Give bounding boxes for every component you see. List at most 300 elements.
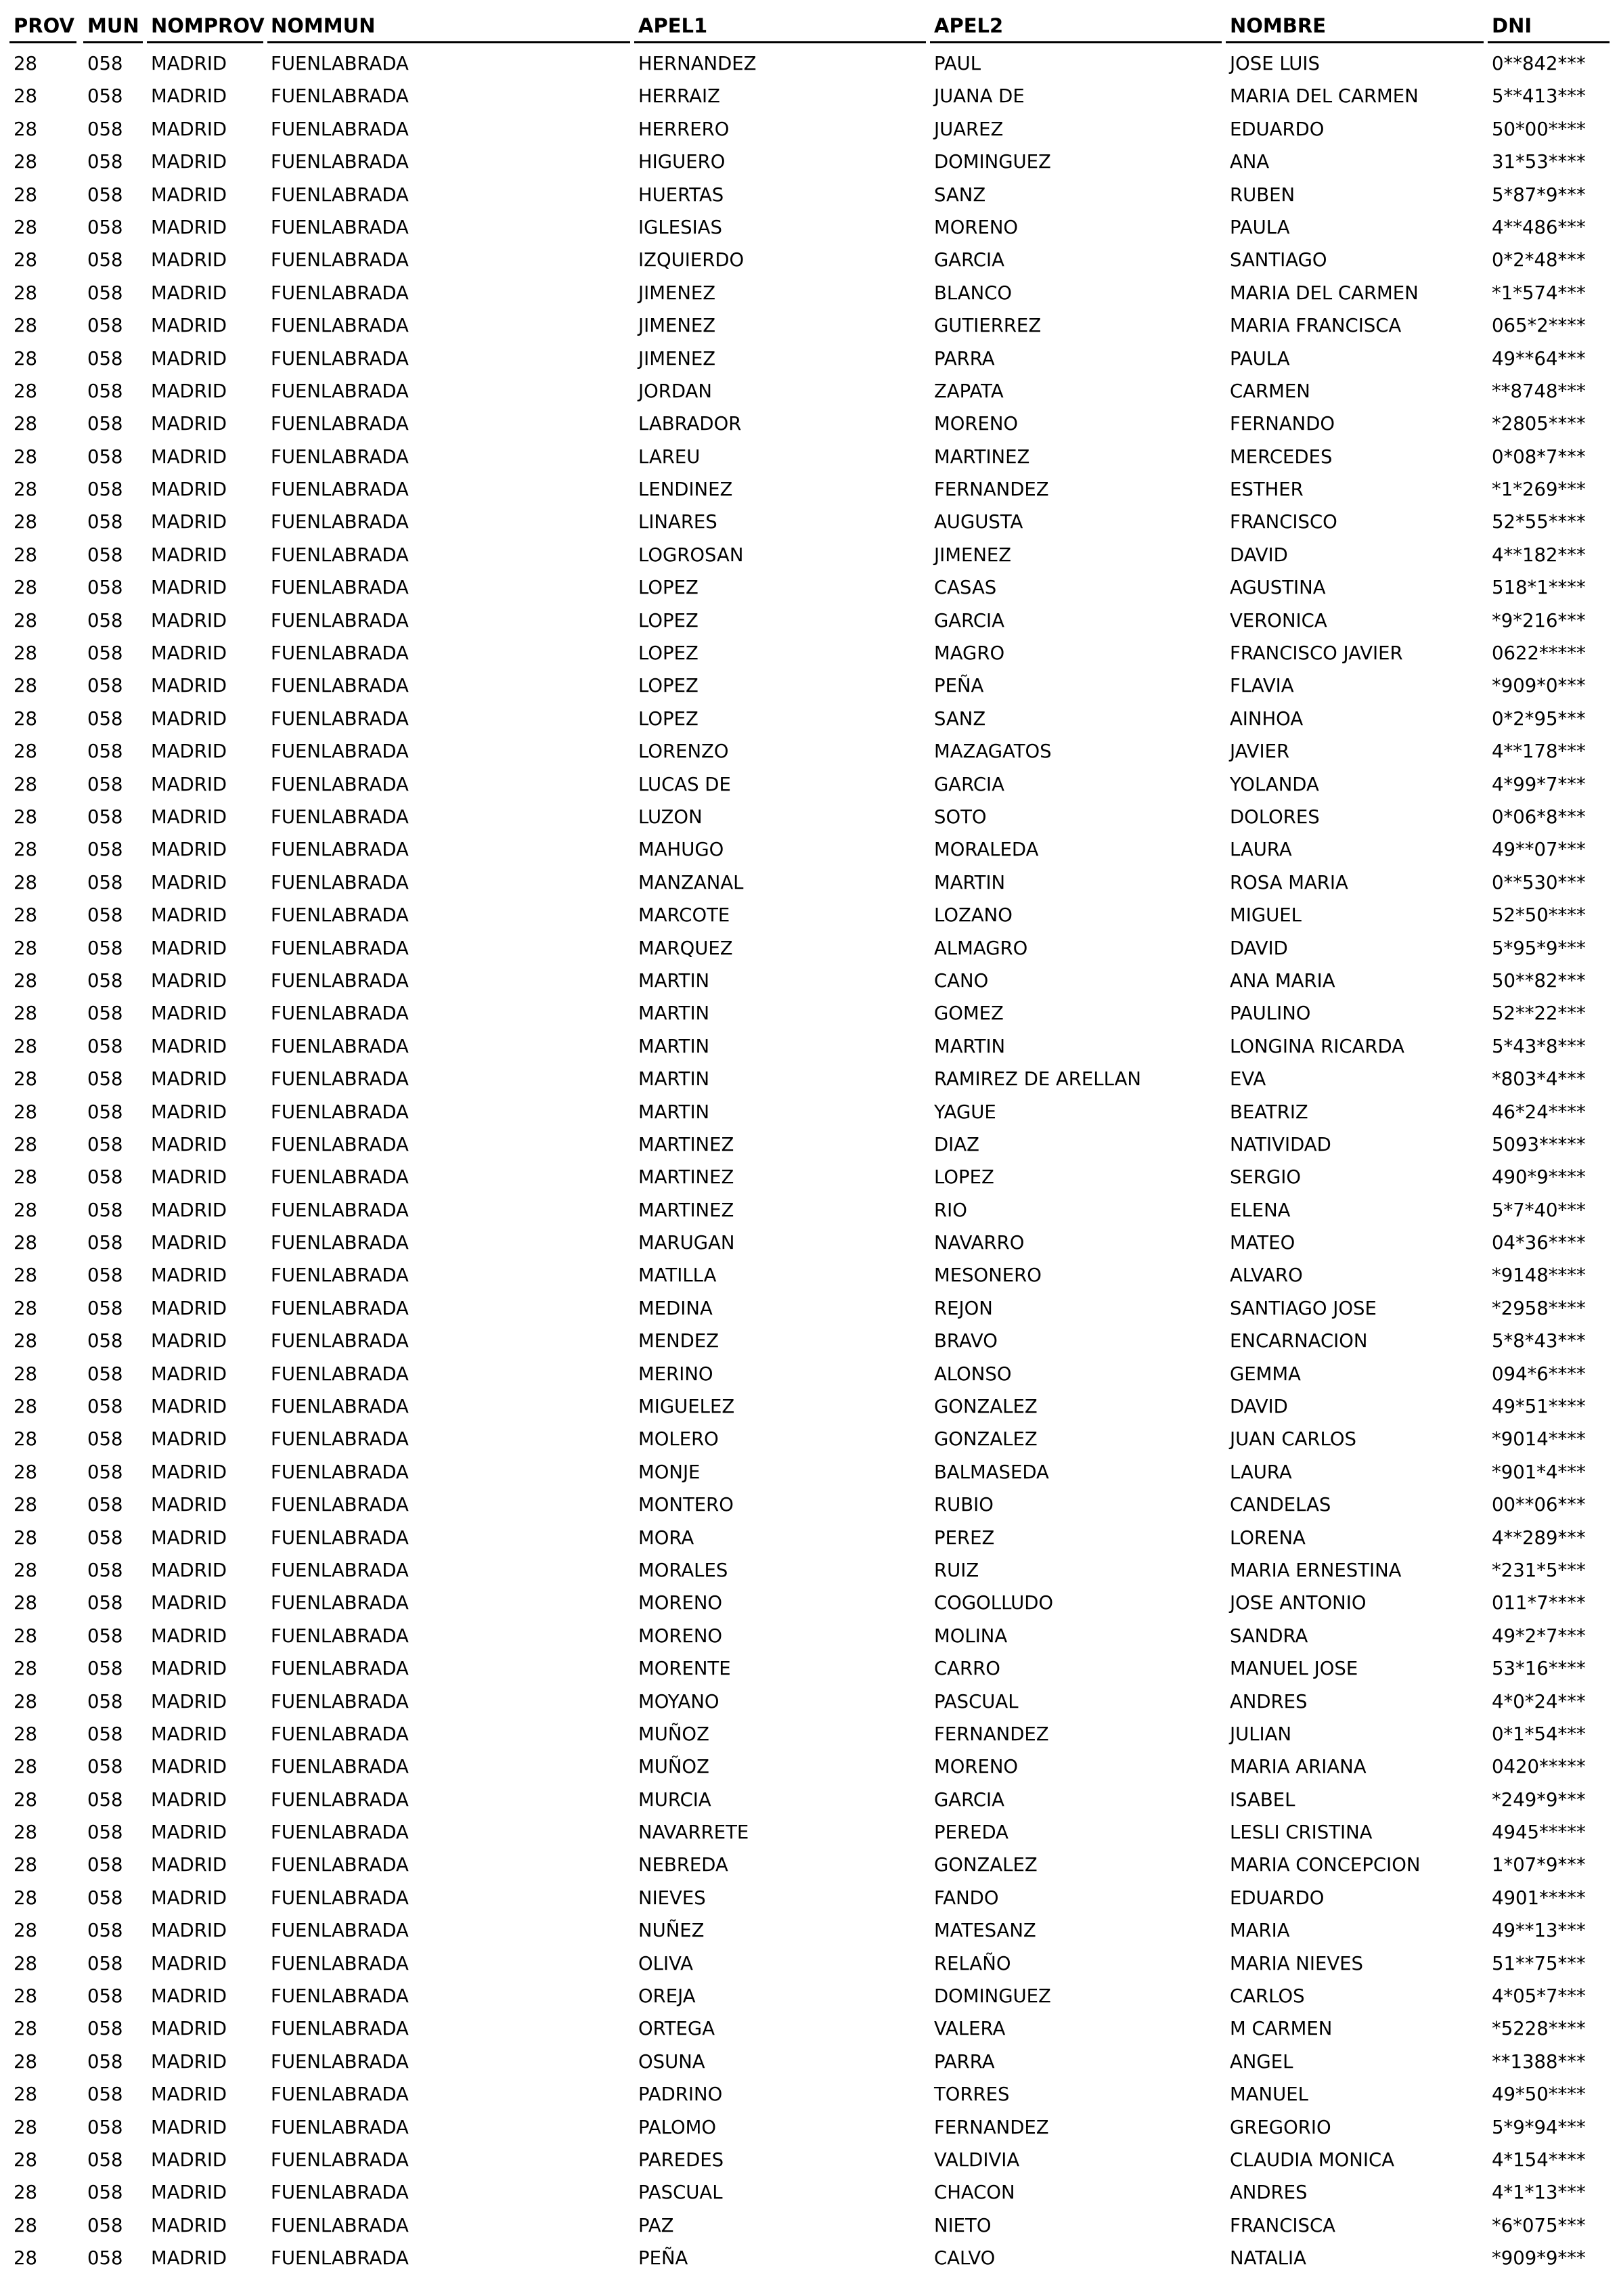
table-row: [0, 965, 1619, 997]
cell-prov: 28: [14, 2018, 37, 2040]
cell-nomprov: MADRID: [151, 969, 227, 992]
cell-mun: 058: [87, 1592, 123, 1614]
cell-nombre: ANA MARIA: [1230, 969, 1335, 992]
cell-mun: 058: [87, 741, 123, 763]
table-row: [0, 47, 1619, 80]
cell-nommun: FUENLABRADA: [271, 1822, 409, 1844]
cell-apel2: CARRO: [934, 1658, 1000, 1680]
cell-apel1: ORTEGA: [638, 2018, 715, 2040]
cell-apel2: MOLINA: [934, 1625, 1008, 1647]
table-row: [0, 604, 1619, 637]
cell-nommun: FUENLABRADA: [271, 773, 409, 795]
table-row: [0, 899, 1619, 931]
cell-nombre: JUAN CARLOS: [1230, 1428, 1356, 1451]
cell-mun: 058: [87, 1756, 123, 1778]
cell-mun: 058: [87, 183, 123, 206]
table-row: [0, 571, 1619, 604]
cell-apel1: MORALES: [638, 1559, 728, 1581]
cell-nomprov: MADRID: [151, 1428, 227, 1451]
cell-nommun: FUENLABRADA: [271, 1035, 409, 1057]
cell-nomprov: MADRID: [151, 2214, 227, 2236]
cell-dni: *9014****: [1492, 1428, 1586, 1451]
cell-nombre: ROSA MARIA: [1230, 871, 1348, 893]
cell-dni: 5**413***: [1492, 85, 1586, 108]
cell-nombre: MARIA: [1230, 1920, 1290, 1942]
cell-nommun: FUENLABRADA: [271, 1101, 409, 1123]
cell-nombre: LESLI CRISTINA: [1230, 1822, 1373, 1844]
cell-apel2: RUIZ: [934, 1559, 979, 1581]
cell-nombre: LORENA: [1230, 1526, 1306, 1549]
table-row: [0, 833, 1619, 866]
cell-dni: 53*16****: [1492, 1658, 1586, 1680]
cell-mun: 058: [87, 609, 123, 632]
cell-apel2: GARCIA: [934, 1788, 1004, 1811]
cell-nommun: FUENLABRADA: [271, 1592, 409, 1614]
table-row: [0, 1194, 1619, 1227]
cell-nombre: NATALIA: [1230, 2247, 1306, 2270]
table-row: [0, 1358, 1619, 1390]
table-row: [0, 1030, 1619, 1063]
cell-apel2: GUTIERREZ: [934, 315, 1042, 337]
table-row: [0, 1161, 1619, 1193]
cell-nombre: FRANCISCO JAVIER: [1230, 642, 1403, 665]
cell-prov: 28: [14, 53, 37, 74]
cell-mun: 058: [87, 937, 123, 959]
cell-nomprov: MADRID: [151, 904, 227, 927]
cell-nombre: CARMEN: [1230, 380, 1310, 402]
cell-nommun: FUENLABRADA: [271, 511, 409, 533]
table-row: [0, 473, 1619, 506]
cell-dni: 31*53****: [1492, 151, 1586, 173]
table-row: [0, 1947, 1619, 1980]
cell-apel1: LUCAS DE: [638, 773, 731, 795]
cell-nommun: FUENLABRADA: [271, 479, 409, 501]
cell-apel2: MORENO: [934, 413, 1019, 435]
cell-apel1: MORENO: [638, 1592, 723, 1614]
cell-nombre: DAVID: [1230, 1396, 1288, 1418]
cell-prov: 28: [14, 1625, 37, 1647]
cell-nomprov: MADRID: [151, 1330, 227, 1352]
cell-nombre: MARIA NIEVES: [1230, 1952, 1364, 1974]
cell-prov: 28: [14, 380, 37, 402]
cell-mun: 058: [87, 1297, 123, 1319]
cell-nombre: GEMMA: [1230, 1363, 1301, 1385]
cell-apel1: MAHUGO: [638, 839, 724, 861]
cell-apel1: PEÑA: [638, 2247, 688, 2270]
cell-prov: 28: [14, 479, 37, 501]
cell-apel2: SANZ: [934, 183, 986, 206]
cell-nommun: FUENLABRADA: [271, 1690, 409, 1713]
cell-mun: 058: [87, 2214, 123, 2236]
cell-prov: 28: [14, 1658, 37, 1680]
cell-nombre: SANTIAGO JOSE: [1230, 1297, 1377, 1319]
table-row: [0, 506, 1619, 538]
cell-nombre: DAVID: [1230, 937, 1288, 959]
cell-apel2: GOMEZ: [934, 1002, 1004, 1025]
cell-mun: 058: [87, 445, 123, 468]
cell-mun: 058: [87, 1330, 123, 1352]
cell-prov: 28: [14, 1461, 37, 1483]
cell-prov: 28: [14, 937, 37, 959]
cell-prov: 28: [14, 773, 37, 795]
table-row: [0, 1554, 1619, 1587]
cell-mun: 058: [87, 969, 123, 992]
cell-dni: 4945*****: [1492, 1822, 1586, 1844]
cell-nomprov: MADRID: [151, 1199, 227, 1221]
cell-prov: 28: [14, 1690, 37, 1713]
cell-nomprov: MADRID: [151, 1756, 227, 1778]
cell-apel2: SANZ: [934, 707, 986, 730]
cell-apel1: MARTIN: [638, 1101, 710, 1123]
header-underline: [634, 41, 926, 43]
cell-dni: 52*50****: [1492, 904, 1586, 927]
cell-nombre: MARIA ARIANA: [1230, 1756, 1367, 1778]
cell-dni: 04*36****: [1492, 1232, 1586, 1254]
cell-apel1: HERRAIZ: [638, 85, 720, 108]
cell-apel2: MORENO: [934, 216, 1019, 238]
table-row: [0, 703, 1619, 735]
header-underline: [1488, 41, 1610, 43]
cell-apel2: FERNANDEZ: [934, 2116, 1049, 2138]
cell-prov: 28: [14, 282, 37, 304]
cell-nommun: FUENLABRADA: [271, 577, 409, 599]
table-row: [0, 1456, 1619, 1488]
cell-apel2: MARTINEZ: [934, 445, 1030, 468]
cell-dni: 4**182***: [1492, 544, 1586, 566]
cell-prov: 28: [14, 216, 37, 238]
cell-dni: *909*9***: [1492, 2247, 1586, 2270]
cell-apel1: OREJA: [638, 1985, 696, 2008]
cell-prov: 28: [14, 249, 37, 271]
cell-nombre: PAULA: [1230, 347, 1290, 370]
cell-apel1: LINARES: [638, 511, 717, 533]
cell-nomprov: MADRID: [151, 1788, 227, 1811]
cell-apel2: RAMIREZ DE ARELLAN: [934, 1068, 1141, 1090]
cell-apel1: MONJE: [638, 1461, 701, 1483]
table-row: [0, 2111, 1619, 2144]
cell-prov: 28: [14, 1199, 37, 1221]
cell-nommun: FUENLABRADA: [271, 1363, 409, 1385]
cell-mun: 058: [87, 2018, 123, 2040]
cell-nomprov: MADRID: [151, 1133, 227, 1155]
column-header-nommun: NOMMUN: [271, 14, 376, 37]
cell-nombre: SANDRA: [1230, 1625, 1308, 1647]
cell-mun: 058: [87, 544, 123, 566]
cell-prov: 28: [14, 2050, 37, 2073]
cell-apel2: CANO: [934, 969, 989, 992]
cell-nomprov: MADRID: [151, 151, 227, 173]
cell-nomprov: MADRID: [151, 2116, 227, 2138]
cell-nomprov: MADRID: [151, 2083, 227, 2106]
table-row: [0, 669, 1619, 702]
cell-apel2: ZAPATA: [934, 380, 1004, 402]
cell-prov: 28: [14, 609, 37, 632]
cell-dni: 4*154****: [1492, 2149, 1586, 2171]
cell-apel2: VALDIVIA: [934, 2149, 1020, 2171]
cell-dni: 52*55****: [1492, 511, 1586, 533]
cell-nomprov: MADRID: [151, 249, 227, 271]
cell-nomprov: MADRID: [151, 609, 227, 632]
cell-dni: 0*06*8***: [1492, 805, 1586, 828]
table-row: [0, 1980, 1619, 2012]
cell-prov: 28: [14, 151, 37, 173]
cell-nombre: EDUARDO: [1230, 1886, 1325, 1909]
cell-mun: 058: [87, 1133, 123, 1155]
cell-prov: 28: [14, 2116, 37, 2138]
cell-prov: 28: [14, 1985, 37, 2008]
cell-apel1: MARCOTE: [638, 904, 730, 927]
cell-apel2: MATESANZ: [934, 1920, 1036, 1942]
table-row: [0, 2078, 1619, 2111]
table-row: [0, 1292, 1619, 1325]
cell-mun: 058: [87, 216, 123, 238]
cell-apel2: MAZAGATOS: [934, 741, 1052, 763]
cell-nommun: FUENLABRADA: [271, 2149, 409, 2171]
cell-nommun: FUENLABRADA: [271, 642, 409, 665]
cell-mun: 058: [87, 1428, 123, 1451]
cell-mun: 058: [87, 1199, 123, 1221]
table-row: [0, 801, 1619, 833]
cell-dni: *5228****: [1492, 2018, 1586, 2040]
cell-apel1: HIGUERO: [638, 151, 726, 173]
cell-dni: 5*43*8***: [1492, 1035, 1586, 1057]
cell-mun: 058: [87, 1985, 123, 2008]
cell-mun: 058: [87, 315, 123, 337]
header-underline: [930, 41, 1222, 43]
cell-nombre: DAVID: [1230, 544, 1288, 566]
cell-nomprov: MADRID: [151, 577, 227, 599]
cell-apel1: PAZ: [638, 2214, 674, 2236]
table-row: [0, 1914, 1619, 1947]
cell-prov: 28: [14, 1002, 37, 1025]
cell-apel1: NIEVES: [638, 1886, 706, 1909]
cell-nommun: FUENLABRADA: [271, 85, 409, 108]
cell-apel1: LUZON: [638, 805, 703, 828]
cell-nomprov: MADRID: [151, 315, 227, 337]
cell-dni: 065*2****: [1492, 315, 1586, 337]
table-row: [0, 2209, 1619, 2242]
cell-nomprov: MADRID: [151, 511, 227, 533]
cell-nomprov: MADRID: [151, 839, 227, 861]
header-underline: [267, 41, 630, 43]
cell-mun: 058: [87, 1920, 123, 1942]
cell-apel1: MOYANO: [638, 1690, 719, 1713]
cell-mun: 058: [87, 347, 123, 370]
cell-nommun: FUENLABRADA: [271, 937, 409, 959]
cell-nommun: FUENLABRADA: [271, 1854, 409, 1876]
cell-apel1: MARTIN: [638, 1035, 710, 1057]
cell-nomprov: MADRID: [151, 1886, 227, 1909]
table-row: [0, 2012, 1619, 2045]
cell-nommun: FUENLABRADA: [271, 118, 409, 140]
cell-apel1: PADRINO: [638, 2083, 723, 2106]
cell-apel2: DOMINGUEZ: [934, 1985, 1051, 2008]
cell-nombre: AGUSTINA: [1230, 577, 1326, 599]
cell-nommun: FUENLABRADA: [271, 2018, 409, 2040]
cell-dni: 49*50****: [1492, 2083, 1586, 2106]
cell-nommun: FUENLABRADA: [271, 347, 409, 370]
cell-dni: 0*2*48***: [1492, 249, 1586, 271]
column-header-prov: PROV: [14, 14, 74, 37]
cell-apel2: RELAÑO: [934, 1952, 1011, 1974]
cell-apel2: PEREDA: [934, 1822, 1008, 1844]
cell-nombre: AINHOA: [1230, 707, 1304, 730]
cell-prov: 28: [14, 544, 37, 566]
cell-mun: 058: [87, 2247, 123, 2270]
cell-prov: 28: [14, 1428, 37, 1451]
cell-apel1: LOPEZ: [638, 577, 698, 599]
cell-prov: 28: [14, 1559, 37, 1581]
cell-mun: 058: [87, 479, 123, 501]
cell-apel1: MUÑOZ: [638, 1723, 709, 1745]
cell-dni: *9148****: [1492, 1264, 1586, 1287]
cell-apel1: HUERTAS: [638, 183, 724, 206]
cell-dni: 49*2*7***: [1492, 1625, 1586, 1647]
cell-mun: 058: [87, 2083, 123, 2106]
cell-nombre: EDUARDO: [1230, 118, 1325, 140]
cell-nombre: FRANCISCO: [1230, 511, 1337, 533]
cell-nomprov: MADRID: [151, 118, 227, 140]
cell-dni: 4**178***: [1492, 741, 1586, 763]
cell-apel1: MARTINEZ: [638, 1166, 734, 1189]
table-row: [0, 1750, 1619, 1783]
cell-apel2: RIO: [934, 1199, 967, 1221]
cell-prov: 28: [14, 741, 37, 763]
cell-apel2: CHACON: [934, 2182, 1015, 2204]
cell-nombre: GREGORIO: [1230, 2116, 1331, 2138]
cell-dni: 0**530***: [1492, 871, 1586, 893]
cell-prov: 28: [14, 969, 37, 992]
cell-dni: 5*8*43***: [1492, 1330, 1586, 1352]
cell-apel2: BRAVO: [934, 1330, 998, 1352]
cell-dni: 4**289***: [1492, 1526, 1586, 1549]
cell-nomprov: MADRID: [151, 282, 227, 304]
cell-nombre: EVA: [1230, 1068, 1266, 1090]
cell-mun: 058: [87, 1264, 123, 1287]
cell-apel1: MARTINEZ: [638, 1199, 734, 1221]
cell-apel2: BLANCO: [934, 282, 1013, 304]
cell-nombre: JULIAN: [1230, 1723, 1292, 1745]
cell-apel1: LABRADOR: [638, 413, 742, 435]
cell-prov: 28: [14, 1232, 37, 1254]
cell-apel2: MAGRO: [934, 642, 1005, 665]
table-row: [0, 375, 1619, 407]
cell-apel2: LOZANO: [934, 904, 1013, 927]
cell-prov: 28: [14, 675, 37, 697]
cell-nomprov: MADRID: [151, 1264, 227, 1287]
cell-nombre: SANTIAGO: [1230, 249, 1327, 271]
cell-nombre: MANUEL JOSE: [1230, 1658, 1358, 1680]
column-header-apel2: APEL2: [934, 14, 1004, 37]
cell-apel1: MONTERO: [638, 1494, 734, 1516]
cell-prov: 28: [14, 904, 37, 927]
cell-dni: 0*08*7***: [1492, 445, 1586, 468]
cell-nombre: ISABEL: [1230, 1788, 1295, 1811]
table-row: [0, 1620, 1619, 1652]
cell-nomprov: MADRID: [151, 1854, 227, 1876]
cell-apel2: CASAS: [934, 577, 997, 599]
cell-dni: 0*2*95***: [1492, 707, 1586, 730]
cell-prov: 28: [14, 1264, 37, 1287]
cell-dni: *2805****: [1492, 413, 1586, 435]
cell-mun: 058: [87, 1035, 123, 1057]
cell-apel2: GARCIA: [934, 773, 1004, 795]
cell-apel2: DOMINGUEZ: [934, 151, 1051, 173]
cell-apel2: FERNANDEZ: [934, 479, 1049, 501]
cell-prov: 28: [14, 1297, 37, 1319]
cell-nommun: FUENLABRADA: [271, 315, 409, 337]
cell-nombre: FLAVIA: [1230, 675, 1294, 697]
cell-apel2: FANDO: [934, 1886, 999, 1909]
cell-mun: 058: [87, 2182, 123, 2204]
cell-nommun: FUENLABRADA: [271, 1002, 409, 1025]
cell-nombre: JOSE LUIS: [1230, 53, 1320, 74]
cell-apel2: NIETO: [934, 2214, 992, 2236]
cell-nommun: FUENLABRADA: [271, 380, 409, 402]
header-underline: [147, 41, 263, 43]
cell-mun: 058: [87, 1854, 123, 1876]
cell-dni: *901*4***: [1492, 1461, 1586, 1483]
cell-dni: *2958****: [1492, 1297, 1586, 1319]
cell-nommun: FUENLABRADA: [271, 1658, 409, 1680]
table-row: [0, 1096, 1619, 1128]
cell-mun: 058: [87, 1658, 123, 1680]
cell-nombre: MARIA DEL CARMEN: [1230, 282, 1419, 304]
cell-dni: 49*51****: [1492, 1396, 1586, 1418]
cell-nombre: JAVIER: [1230, 741, 1290, 763]
cell-nommun: FUENLABRADA: [271, 741, 409, 763]
cell-nomprov: MADRID: [151, 741, 227, 763]
cell-mun: 058: [87, 1952, 123, 1974]
cell-nommun: FUENLABRADA: [271, 1297, 409, 1319]
cell-nommun: FUENLABRADA: [271, 183, 409, 206]
cell-apel1: MURCIA: [638, 1788, 711, 1811]
cell-nommun: FUENLABRADA: [271, 1886, 409, 1909]
cell-nommun: FUENLABRADA: [271, 707, 409, 730]
cell-nommun: FUENLABRADA: [271, 871, 409, 893]
cell-nombre: CLAUDIA MONICA: [1230, 2149, 1395, 2171]
cell-nomprov: MADRID: [151, 183, 227, 206]
cell-nomprov: MADRID: [151, 642, 227, 665]
cell-apel1: LOPEZ: [638, 642, 698, 665]
cell-nomprov: MADRID: [151, 805, 227, 828]
table-row: [0, 1063, 1619, 1095]
cell-nombre: PAULINO: [1230, 1002, 1311, 1025]
cell-nomprov: MADRID: [151, 216, 227, 238]
cell-nommun: FUENLABRADA: [271, 151, 409, 173]
cell-nomprov: MADRID: [151, 1461, 227, 1483]
cell-nombre: FERNANDO: [1230, 413, 1335, 435]
cell-apel1: NUÑEZ: [638, 1920, 705, 1942]
cell-nommun: FUENLABRADA: [271, 1788, 409, 1811]
cell-nombre: MERCEDES: [1230, 445, 1333, 468]
cell-prov: 28: [14, 1886, 37, 1909]
cell-dni: 4*1*13***: [1492, 2182, 1586, 2204]
table-row: [0, 2242, 1619, 2274]
table-row: [0, 1423, 1619, 1455]
cell-dni: 50*00****: [1492, 118, 1586, 140]
table-row: [0, 407, 1619, 440]
cell-mun: 058: [87, 1068, 123, 1090]
cell-nomprov: MADRID: [151, 2149, 227, 2171]
table-row: [0, 1522, 1619, 1554]
table-body: [0, 47, 1619, 2275]
cell-mun: 058: [87, 1166, 123, 1189]
cell-prov: 28: [14, 1101, 37, 1123]
cell-apel2: AUGUSTA: [934, 511, 1023, 533]
cell-apel2: MARTIN: [934, 871, 1006, 893]
cell-dni: 0622*****: [1492, 642, 1586, 665]
